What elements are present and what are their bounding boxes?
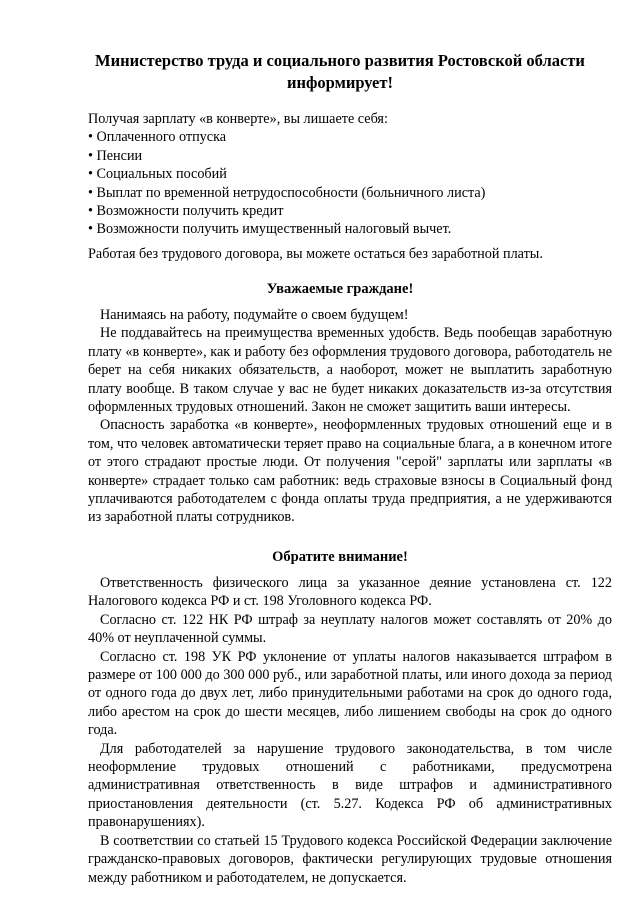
intro-section bbox=[88, 110, 612, 239]
intro-lead: Получая зарплату «в конверте», вы лишаете себя: bbox=[88, 111, 388, 127]
list-item: • Пенсии bbox=[88, 147, 143, 164]
paragraph: Согласно ст. 198 УК РФ уклонение от уплаты налогов наказывается штрафом в размере от 100 000 до 300 000 руб., или заработной платы, или иного дохода за период от одного года до двух лет, либо принудительными работами на срок до одного года, либо арестом на срок до шести месяцев, либо лишением свободы на срок до одного года. bbox=[88, 648, 612, 739]
paragraph: Ответственность физического лица за указанное деяние установлена ст. 122 Налогового кодекса РФ и ст. 198 Уголовного кодекса РФ. bbox=[88, 575, 612, 610]
heading-attention: Обратите внимание! bbox=[272, 549, 408, 565]
page-title: Министерство труда и социального развития Ростовской области информирует! bbox=[95, 51, 585, 92]
heading-citizens: Уважаемые граждане! bbox=[266, 281, 414, 297]
list-item: • Возможности получить имущественный налоговый вычет. bbox=[88, 221, 452, 238]
warning-text: Работая без трудового договора, вы можете остаться без заработной платы. bbox=[88, 246, 543, 262]
list-item: • Возможности получить кредит bbox=[88, 203, 284, 220]
list-item: • Оплаченного отпуска bbox=[88, 129, 227, 146]
warning-section bbox=[88, 245, 612, 263]
list-item: • Выплат по временной нетрудоспособности (больничного листа) bbox=[88, 184, 486, 201]
section-citizens bbox=[88, 306, 612, 527]
paragraph: Не поддавайтесь на преимущества временных удобств. Ведь пообещав заработную плату «в конверте», как и работу без оформления трудового договора, работодатель не берет на себя никаких обязательств, а наоборот, может не выплатить заработную плату вообще. В таком случае у вас не будет никаких доказательств из-за отсутствия оформленных трудовых отношений. Закон не сможет защитить ваши интересы. bbox=[88, 325, 612, 416]
paragraph: Согласно ст. 122 НК РФ штраф за неуплату налогов может составлять от 20% до 40% от неуплаченной суммы. bbox=[88, 611, 612, 647]
paragraph: В соответствии со статьей 15 Трудового кодекса Российской Федерации заключение гражданско-правовых договоров, фактически регулирующих трудовые отношения между работником и работодателем, не допускается. bbox=[88, 832, 612, 886]
paragraph: Для работодателей за нарушение трудового законодательства, в том числе неоформление трудовых отношений с работниками, предусмотрена административная ответственность в виде штрафов и административного приостановления деятельности (ст. 5.27. Кодекса РФ об административных правонарушениях). bbox=[88, 740, 612, 831]
section-attention bbox=[88, 574, 612, 887]
paragraph: Нанимаясь на работу, подумайте о своем будущем! bbox=[100, 307, 409, 323]
benefits-list bbox=[88, 128, 612, 238]
paragraph: Опасность заработка «в конверте», неоформленных трудовых отношений еще и в том, что человек автоматически теряет право на социальные блага, а в конечном итоге от этого страдают простые люди. От получения "серой" зарплаты или зарплаты «в конверте» страдает только сам работник: ведь страховые взносы в Социальный фонд уплачиваются работодателем с фонда оплаты труда предприятия, а не удерживаются из заработной платы сотрудников. bbox=[88, 417, 612, 526]
list-item: • Социальных пособий bbox=[88, 166, 227, 183]
